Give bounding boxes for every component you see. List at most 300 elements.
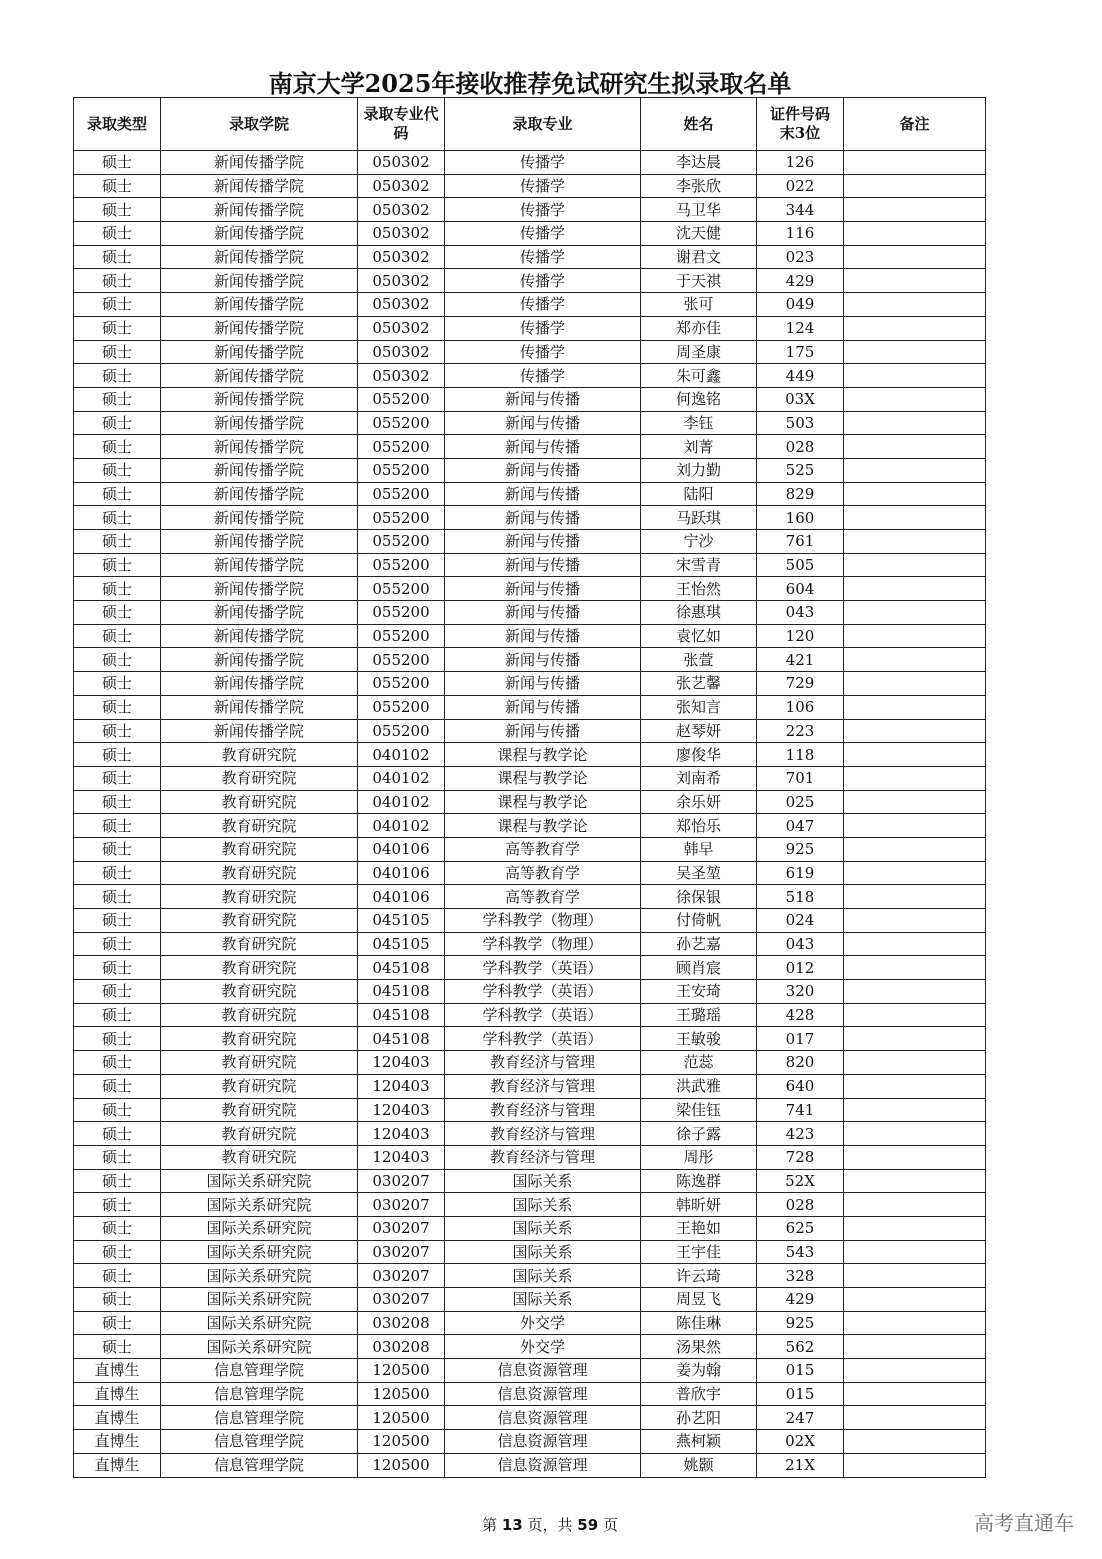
cell-remarks xyxy=(844,1216,986,1240)
cell-admission-type: 硕士 xyxy=(74,1311,161,1335)
cell-name: 孙艺阳 xyxy=(641,1406,757,1430)
cell-id-last3: 015 xyxy=(757,1359,844,1383)
cell-id-last3: 106 xyxy=(757,695,844,719)
cell-id-last3: 025 xyxy=(757,790,844,814)
cell-college: 信息管理学院 xyxy=(161,1382,358,1406)
cell-id-last3: 429 xyxy=(757,1288,844,1312)
cell-major: 新闻与传播 xyxy=(445,624,641,648)
cell-major: 新闻与传播 xyxy=(445,458,641,482)
cell-major-code: 055200 xyxy=(358,601,445,625)
cell-id-last3: 320 xyxy=(757,980,844,1004)
cell-remarks xyxy=(844,1074,986,1098)
cell-major-code: 055200 xyxy=(358,624,445,648)
cell-major-code: 050302 xyxy=(358,269,445,293)
cell-major: 传播学 xyxy=(445,316,641,340)
cell-name: 付倚帆 xyxy=(641,909,757,933)
cell-major: 新闻与传播 xyxy=(445,719,641,743)
cell-major: 信息资源管理 xyxy=(445,1406,641,1430)
cell-name: 马跃琪 xyxy=(641,506,757,530)
cell-name: 廖俊华 xyxy=(641,743,757,767)
cell-major-code: 045105 xyxy=(358,909,445,933)
cell-college: 新闻传播学院 xyxy=(161,577,358,601)
cell-id-last3: 423 xyxy=(757,1122,844,1146)
cell-major-code: 055200 xyxy=(358,458,445,482)
cell-remarks xyxy=(844,1382,986,1406)
cell-id-last3: 21X xyxy=(757,1453,844,1477)
cell-remarks xyxy=(844,1193,986,1217)
cell-major-code: 055200 xyxy=(358,695,445,719)
cell-major: 新闻与传播 xyxy=(445,672,641,696)
cell-college: 教育研究院 xyxy=(161,956,358,980)
cell-id-last3: 023 xyxy=(757,245,844,269)
table-row xyxy=(74,695,986,719)
cell-major-code: 120500 xyxy=(358,1430,445,1454)
cell-name: 余乐妍 xyxy=(641,790,757,814)
cell-name: 范蕊 xyxy=(641,1051,757,1075)
table-row xyxy=(74,1382,986,1406)
watermark: 高考直通车 xyxy=(974,1511,1074,1535)
cell-admission-type: 硕士 xyxy=(74,316,161,340)
cell-major: 国际关系 xyxy=(445,1264,641,1288)
cell-id-last3: 625 xyxy=(757,1216,844,1240)
cell-college: 新闻传播学院 xyxy=(161,695,358,719)
cell-major-code: 055200 xyxy=(358,435,445,459)
cell-major-code: 040106 xyxy=(358,837,445,861)
cell-major-code: 030207 xyxy=(358,1240,445,1264)
cell-college: 教育研究院 xyxy=(161,861,358,885)
cell-admission-type: 硕士 xyxy=(74,530,161,554)
cell-major: 课程与教学论 xyxy=(445,790,641,814)
cell-admission-type: 直博生 xyxy=(74,1382,161,1406)
table-row xyxy=(74,672,986,696)
admission-table xyxy=(73,97,986,1478)
cell-name: 姜为翰 xyxy=(641,1359,757,1383)
cell-remarks xyxy=(844,624,986,648)
cell-admission-type: 硕士 xyxy=(74,672,161,696)
cell-admission-type: 硕士 xyxy=(74,245,161,269)
cell-id-last3: 022 xyxy=(757,174,844,198)
cell-major: 传播学 xyxy=(445,293,641,317)
cell-remarks xyxy=(844,672,986,696)
cell-remarks xyxy=(844,1027,986,1051)
table-row xyxy=(74,530,986,554)
cell-remarks xyxy=(844,861,986,885)
table-row xyxy=(74,364,986,388)
cell-remarks xyxy=(844,387,986,411)
table-row xyxy=(74,766,986,790)
table-row xyxy=(74,269,986,293)
cell-admission-type: 硕士 xyxy=(74,695,161,719)
cell-major-code: 055200 xyxy=(358,672,445,696)
cell-name: 周昱飞 xyxy=(641,1288,757,1312)
cell-id-last3: 640 xyxy=(757,1074,844,1098)
cell-name: 张萱 xyxy=(641,648,757,672)
cell-major-code: 055200 xyxy=(358,506,445,530)
cell-major-code: 045108 xyxy=(358,980,445,1004)
cell-name: 许云琦 xyxy=(641,1264,757,1288)
cell-college: 新闻传播学院 xyxy=(161,269,358,293)
cell-major-code: 050302 xyxy=(358,174,445,198)
cell-remarks xyxy=(844,1240,986,1264)
table-row xyxy=(74,980,986,1004)
cell-college: 教育研究院 xyxy=(161,980,358,1004)
cell-admission-type: 硕士 xyxy=(74,1335,161,1359)
cell-major: 新闻与传播 xyxy=(445,577,641,601)
cell-remarks xyxy=(844,364,986,388)
cell-admission-type: 硕士 xyxy=(74,387,161,411)
cell-college: 新闻传播学院 xyxy=(161,435,358,459)
cell-admission-type: 硕士 xyxy=(74,340,161,364)
cell-name: 马卫华 xyxy=(641,198,757,222)
cell-name: 洪武雅 xyxy=(641,1074,757,1098)
table-row xyxy=(74,577,986,601)
cell-major: 新闻与传播 xyxy=(445,530,641,554)
cell-college: 教育研究院 xyxy=(161,1003,358,1027)
cell-college: 新闻传播学院 xyxy=(161,624,358,648)
cell-college: 教育研究院 xyxy=(161,790,358,814)
cell-remarks xyxy=(844,269,986,293)
cell-major-code: 050302 xyxy=(358,222,445,246)
cell-major-code: 120500 xyxy=(358,1382,445,1406)
cell-college: 新闻传播学院 xyxy=(161,316,358,340)
table-row xyxy=(74,340,986,364)
cell-admission-type: 直博生 xyxy=(74,1406,161,1430)
cell-college: 新闻传播学院 xyxy=(161,458,358,482)
cell-major: 外交学 xyxy=(445,1335,641,1359)
cell-id-last3: 741 xyxy=(757,1098,844,1122)
cell-major-code: 030207 xyxy=(358,1193,445,1217)
cell-id-last3: 124 xyxy=(757,316,844,340)
table-row xyxy=(74,743,986,767)
cell-admission-type: 硕士 xyxy=(74,1240,161,1264)
cell-admission-type: 硕士 xyxy=(74,885,161,909)
cell-admission-type: 硕士 xyxy=(74,909,161,933)
cell-admission-type: 直博生 xyxy=(74,1359,161,1383)
cell-admission-type: 硕士 xyxy=(74,861,161,885)
cell-admission-type: 硕士 xyxy=(74,932,161,956)
cell-admission-type: 硕士 xyxy=(74,198,161,222)
cell-college: 新闻传播学院 xyxy=(161,553,358,577)
cell-college: 教育研究院 xyxy=(161,1098,358,1122)
cell-admission-type: 硕士 xyxy=(74,222,161,246)
cell-major: 新闻与传播 xyxy=(445,553,641,577)
table-row xyxy=(74,1169,986,1193)
cell-major-code: 045108 xyxy=(358,1003,445,1027)
cell-remarks xyxy=(844,601,986,625)
cell-remarks xyxy=(844,956,986,980)
cell-id-last3: 428 xyxy=(757,1003,844,1027)
table-row xyxy=(74,245,986,269)
cell-major-code: 045105 xyxy=(358,932,445,956)
cell-major-code: 045108 xyxy=(358,956,445,980)
cell-remarks xyxy=(844,174,986,198)
header-name: 姓名 xyxy=(641,98,757,151)
cell-major: 国际关系 xyxy=(445,1169,641,1193)
cell-remarks xyxy=(844,1003,986,1027)
cell-college: 信息管理学院 xyxy=(161,1406,358,1430)
cell-major-code: 040102 xyxy=(358,814,445,838)
table-row xyxy=(74,1240,986,1264)
table-row xyxy=(74,861,986,885)
table-row xyxy=(74,837,986,861)
cell-major: 新闻与传播 xyxy=(445,601,641,625)
cell-id-last3: 028 xyxy=(757,435,844,459)
cell-id-last3: 925 xyxy=(757,837,844,861)
cell-id-last3: 503 xyxy=(757,411,844,435)
cell-remarks xyxy=(844,245,986,269)
cell-name: 韩昕妍 xyxy=(641,1193,757,1217)
cell-major-code: 050302 xyxy=(358,340,445,364)
cell-college: 新闻传播学院 xyxy=(161,151,358,175)
table-row xyxy=(74,1003,986,1027)
cell-admission-type: 直博生 xyxy=(74,1453,161,1477)
cell-name: 韩早 xyxy=(641,837,757,861)
table-row xyxy=(74,174,986,198)
cell-major: 传播学 xyxy=(445,174,641,198)
cell-name: 王安琦 xyxy=(641,980,757,1004)
footer-suffix: 页 xyxy=(602,1516,618,1534)
cell-major-code: 030208 xyxy=(358,1311,445,1335)
cell-remarks xyxy=(844,1051,986,1075)
cell-major-code: 030207 xyxy=(358,1216,445,1240)
cell-major: 传播学 xyxy=(445,245,641,269)
cell-admission-type: 硕士 xyxy=(74,1169,161,1193)
table-row xyxy=(74,1216,986,1240)
cell-remarks xyxy=(844,980,986,1004)
cell-major: 教育经济与管理 xyxy=(445,1122,641,1146)
cell-major: 新闻与传播 xyxy=(445,695,641,719)
cell-major-code: 030207 xyxy=(358,1288,445,1312)
cell-admission-type: 硕士 xyxy=(74,293,161,317)
cell-college: 国际关系研究院 xyxy=(161,1240,358,1264)
cell-admission-type: 硕士 xyxy=(74,1074,161,1098)
cell-major: 高等教育学 xyxy=(445,885,641,909)
cell-major: 高等教育学 xyxy=(445,861,641,885)
cell-college: 国际关系研究院 xyxy=(161,1288,358,1312)
cell-admission-type: 硕士 xyxy=(74,766,161,790)
cell-college: 教育研究院 xyxy=(161,885,358,909)
cell-major: 学科教学（英语） xyxy=(445,956,641,980)
cell-remarks xyxy=(844,1453,986,1477)
cell-major: 新闻与传播 xyxy=(445,648,641,672)
cell-admission-type: 硕士 xyxy=(74,837,161,861)
cell-id-last3: 017 xyxy=(757,1027,844,1051)
cell-admission-type: 硕士 xyxy=(74,814,161,838)
cell-college: 新闻传播学院 xyxy=(161,601,358,625)
table-row xyxy=(74,1193,986,1217)
cell-remarks xyxy=(844,411,986,435)
cell-remarks xyxy=(844,1359,986,1383)
cell-id-last3: 604 xyxy=(757,577,844,601)
cell-major-code: 040102 xyxy=(358,766,445,790)
document-title: 南京大学2025年接收推荐免试研究生拟录取名单 xyxy=(268,69,792,98)
cell-college: 新闻传播学院 xyxy=(161,482,358,506)
table-row xyxy=(74,1406,986,1430)
cell-name: 周圣康 xyxy=(641,340,757,364)
cell-college: 信息管理学院 xyxy=(161,1430,358,1454)
cell-id-last3: 175 xyxy=(757,340,844,364)
cell-major: 信息资源管理 xyxy=(445,1453,641,1477)
cell-major: 信息资源管理 xyxy=(445,1359,641,1383)
cell-major: 学科教学（英语） xyxy=(445,1003,641,1027)
footer-prefix: 第 xyxy=(482,1516,498,1534)
cell-name: 李钰 xyxy=(641,411,757,435)
header-major-code: 录取专业代码 xyxy=(358,98,445,151)
cell-remarks xyxy=(844,506,986,530)
table-row xyxy=(74,1027,986,1051)
cell-remarks xyxy=(844,482,986,506)
cell-name: 燕柯颖 xyxy=(641,1430,757,1454)
cell-remarks xyxy=(844,553,986,577)
cell-name: 沈天健 xyxy=(641,222,757,246)
cell-major-code: 055200 xyxy=(358,387,445,411)
cell-major-code: 055200 xyxy=(358,482,445,506)
cell-name: 陈逸群 xyxy=(641,1169,757,1193)
cell-admission-type: 硕士 xyxy=(74,553,161,577)
cell-name: 徐惠琪 xyxy=(641,601,757,625)
cell-college: 新闻传播学院 xyxy=(161,293,358,317)
cell-id-last3: 820 xyxy=(757,1051,844,1075)
cell-major: 课程与教学论 xyxy=(445,814,641,838)
cell-id-last3: 247 xyxy=(757,1406,844,1430)
cell-admission-type: 硕士 xyxy=(74,790,161,814)
cell-remarks xyxy=(844,530,986,554)
table-row xyxy=(74,601,986,625)
table-row xyxy=(74,624,986,648)
cell-college: 教育研究院 xyxy=(161,837,358,861)
cell-name: 王敏骏 xyxy=(641,1027,757,1051)
cell-college: 新闻传播学院 xyxy=(161,648,358,672)
cell-id-last3: 761 xyxy=(757,530,844,554)
cell-remarks xyxy=(844,577,986,601)
cell-major: 信息资源管理 xyxy=(445,1430,641,1454)
cell-major: 新闻与传播 xyxy=(445,435,641,459)
cell-admission-type: 硕士 xyxy=(74,1145,161,1169)
cell-major-code: 055200 xyxy=(358,648,445,672)
cell-name: 袁忆如 xyxy=(641,624,757,648)
cell-remarks xyxy=(844,932,986,956)
cell-name: 陈佳琳 xyxy=(641,1311,757,1335)
cell-major: 高等教育学 xyxy=(445,837,641,861)
cell-major-code: 120500 xyxy=(358,1406,445,1430)
cell-college: 教育研究院 xyxy=(161,1122,358,1146)
table-row xyxy=(74,956,986,980)
cell-major: 国际关系 xyxy=(445,1216,641,1240)
cell-id-last3: 015 xyxy=(757,1382,844,1406)
cell-major-code: 120403 xyxy=(358,1051,445,1075)
cell-major-code: 040102 xyxy=(358,790,445,814)
cell-major-code: 050302 xyxy=(358,245,445,269)
cell-college: 新闻传播学院 xyxy=(161,364,358,388)
cell-remarks xyxy=(844,1311,986,1335)
cell-id-last3: 728 xyxy=(757,1145,844,1169)
table-header-row xyxy=(74,98,986,151)
table-row xyxy=(74,814,986,838)
table-row xyxy=(74,222,986,246)
cell-major-code: 040102 xyxy=(358,743,445,767)
cell-name: 周彤 xyxy=(641,1145,757,1169)
cell-id-last3: 562 xyxy=(757,1335,844,1359)
cell-remarks xyxy=(844,837,986,861)
header-id-last3: 证件号码末3位 xyxy=(757,98,844,151)
cell-major: 传播学 xyxy=(445,364,641,388)
table-row xyxy=(74,1264,986,1288)
cell-name: 赵琴妍 xyxy=(641,719,757,743)
cell-name: 张知言 xyxy=(641,695,757,719)
cell-college: 新闻传播学院 xyxy=(161,245,358,269)
cell-remarks xyxy=(844,458,986,482)
cell-college: 国际关系研究院 xyxy=(161,1169,358,1193)
cell-admission-type: 硕士 xyxy=(74,601,161,625)
cell-major: 国际关系 xyxy=(445,1288,641,1312)
table-row xyxy=(74,411,986,435)
cell-id-last3: 043 xyxy=(757,932,844,956)
cell-id-last3: 047 xyxy=(757,814,844,838)
cell-college: 国际关系研究院 xyxy=(161,1193,358,1217)
cell-id-last3: 729 xyxy=(757,672,844,696)
table-row xyxy=(74,387,986,411)
cell-remarks xyxy=(844,743,986,767)
cell-college: 新闻传播学院 xyxy=(161,411,358,435)
cell-name: 郑亦佳 xyxy=(641,316,757,340)
cell-major: 新闻与传播 xyxy=(445,506,641,530)
cell-admission-type: 硕士 xyxy=(74,364,161,388)
cell-major: 学科教学（英语） xyxy=(445,980,641,1004)
cell-major-code: 030207 xyxy=(358,1264,445,1288)
cell-major: 传播学 xyxy=(445,222,641,246)
table-row xyxy=(74,151,986,175)
cell-remarks xyxy=(844,1145,986,1169)
cell-college: 新闻传播学院 xyxy=(161,530,358,554)
cell-college: 教育研究院 xyxy=(161,932,358,956)
cell-major-code: 120403 xyxy=(358,1074,445,1098)
cell-name: 张艺馨 xyxy=(641,672,757,696)
table-row xyxy=(74,1074,986,1098)
cell-college: 信息管理学院 xyxy=(161,1359,358,1383)
table-row xyxy=(74,1051,986,1075)
cell-college: 信息管理学院 xyxy=(161,1453,358,1477)
cell-name: 陆阳 xyxy=(641,482,757,506)
cell-major-code: 050302 xyxy=(358,151,445,175)
cell-college: 新闻传播学院 xyxy=(161,672,358,696)
footer-middle: 页，共 xyxy=(527,1516,573,1534)
cell-college: 国际关系研究院 xyxy=(161,1311,358,1335)
cell-name: 宋雪青 xyxy=(641,553,757,577)
header-admission-type: 录取类型 xyxy=(74,98,161,151)
cell-major-code: 055200 xyxy=(358,553,445,577)
cell-major: 教育经济与管理 xyxy=(445,1074,641,1098)
cell-remarks xyxy=(844,435,986,459)
cell-remarks xyxy=(844,719,986,743)
cell-major-code: 030207 xyxy=(358,1169,445,1193)
table-row xyxy=(74,316,986,340)
cell-id-last3: 012 xyxy=(757,956,844,980)
cell-remarks xyxy=(844,198,986,222)
cell-college: 国际关系研究院 xyxy=(161,1335,358,1359)
cell-college: 新闻传播学院 xyxy=(161,198,358,222)
cell-major: 传播学 xyxy=(445,340,641,364)
cell-admission-type: 硕士 xyxy=(74,956,161,980)
table-row xyxy=(74,1453,986,1477)
cell-college: 新闻传播学院 xyxy=(161,719,358,743)
cell-admission-type: 硕士 xyxy=(74,1098,161,1122)
table-row xyxy=(74,553,986,577)
table-row xyxy=(74,1145,986,1169)
cell-admission-type: 硕士 xyxy=(74,1216,161,1240)
cell-id-last3: 52X xyxy=(757,1169,844,1193)
cell-major: 新闻与传播 xyxy=(445,387,641,411)
table-row xyxy=(74,482,986,506)
